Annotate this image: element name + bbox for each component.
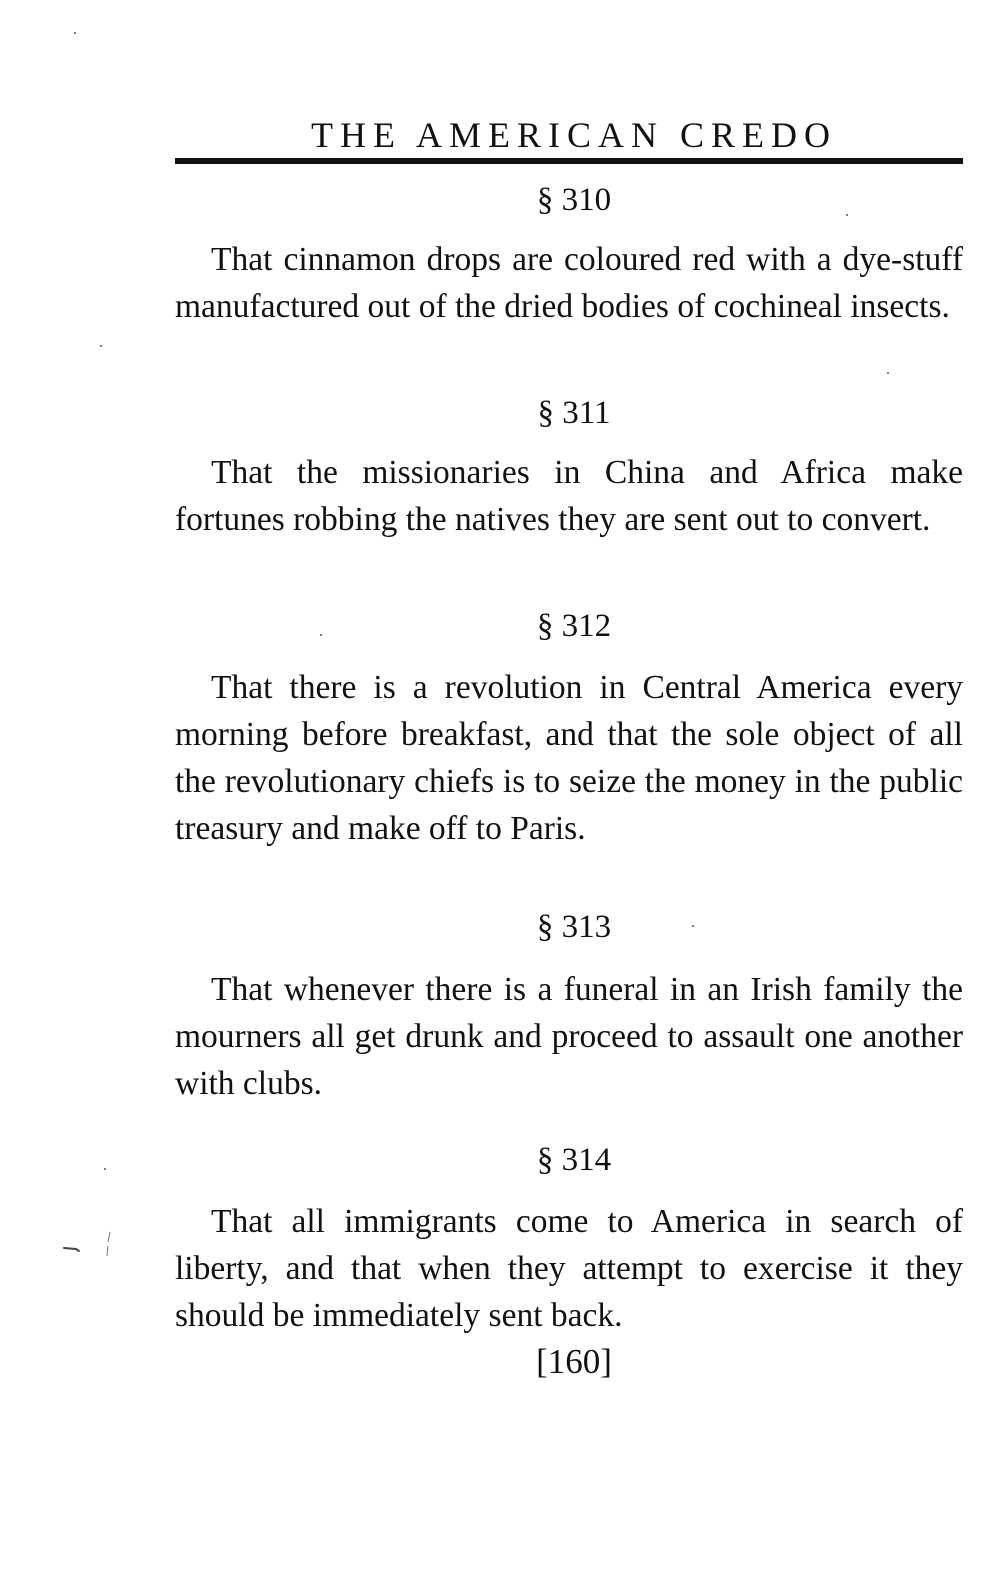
- section-text-311: That the missionaries in China and Africa make fortunes robbing the natives they are sent out to convert.: [175, 454, 963, 538]
- scan-speck: [887, 372, 889, 374]
- running-head: THE AMERICAN CREDO: [310, 115, 837, 155]
- scan-speck: [846, 214, 848, 216]
- scan-speck: [74, 32, 76, 34]
- scan-speck: [692, 925, 694, 927]
- section-text-310: That cinnamon drops are coloured red with a dye-stuff manufactured out of the dried bodies of cochineal insects.: [175, 241, 963, 325]
- section-heading-312: § 312: [536, 608, 612, 644]
- header-rule: [175, 158, 963, 164]
- section-heading-310: § 310: [536, 182, 612, 218]
- scan-speck: [100, 345, 102, 347]
- section-text-314: That all immigrants come to America in search of liberty, and that when they attempt to exercise it they should be immediately sent back.: [175, 1203, 963, 1334]
- scan-speck: [104, 1168, 106, 1170]
- section-heading-311: § 311: [537, 395, 611, 431]
- section-text-313: That whenever there is a funeral in an Irish family the mourners all get drunk and proceed to assault one another with clubs.: [175, 971, 963, 1102]
- scan-speck: [320, 634, 322, 636]
- margin-pencil-mark: [62, 1228, 122, 1268]
- section-heading-313: § 313: [536, 909, 612, 945]
- page-number: [160]: [536, 1342, 612, 1381]
- section-heading-314: § 314: [536, 1142, 612, 1178]
- section-text-312: That there is a revolution in Central America every morning before breakfast, and that the sole object of all the revolutionary chiefs is to seize the money in the public treasury and make off to Paris.: [175, 669, 963, 847]
